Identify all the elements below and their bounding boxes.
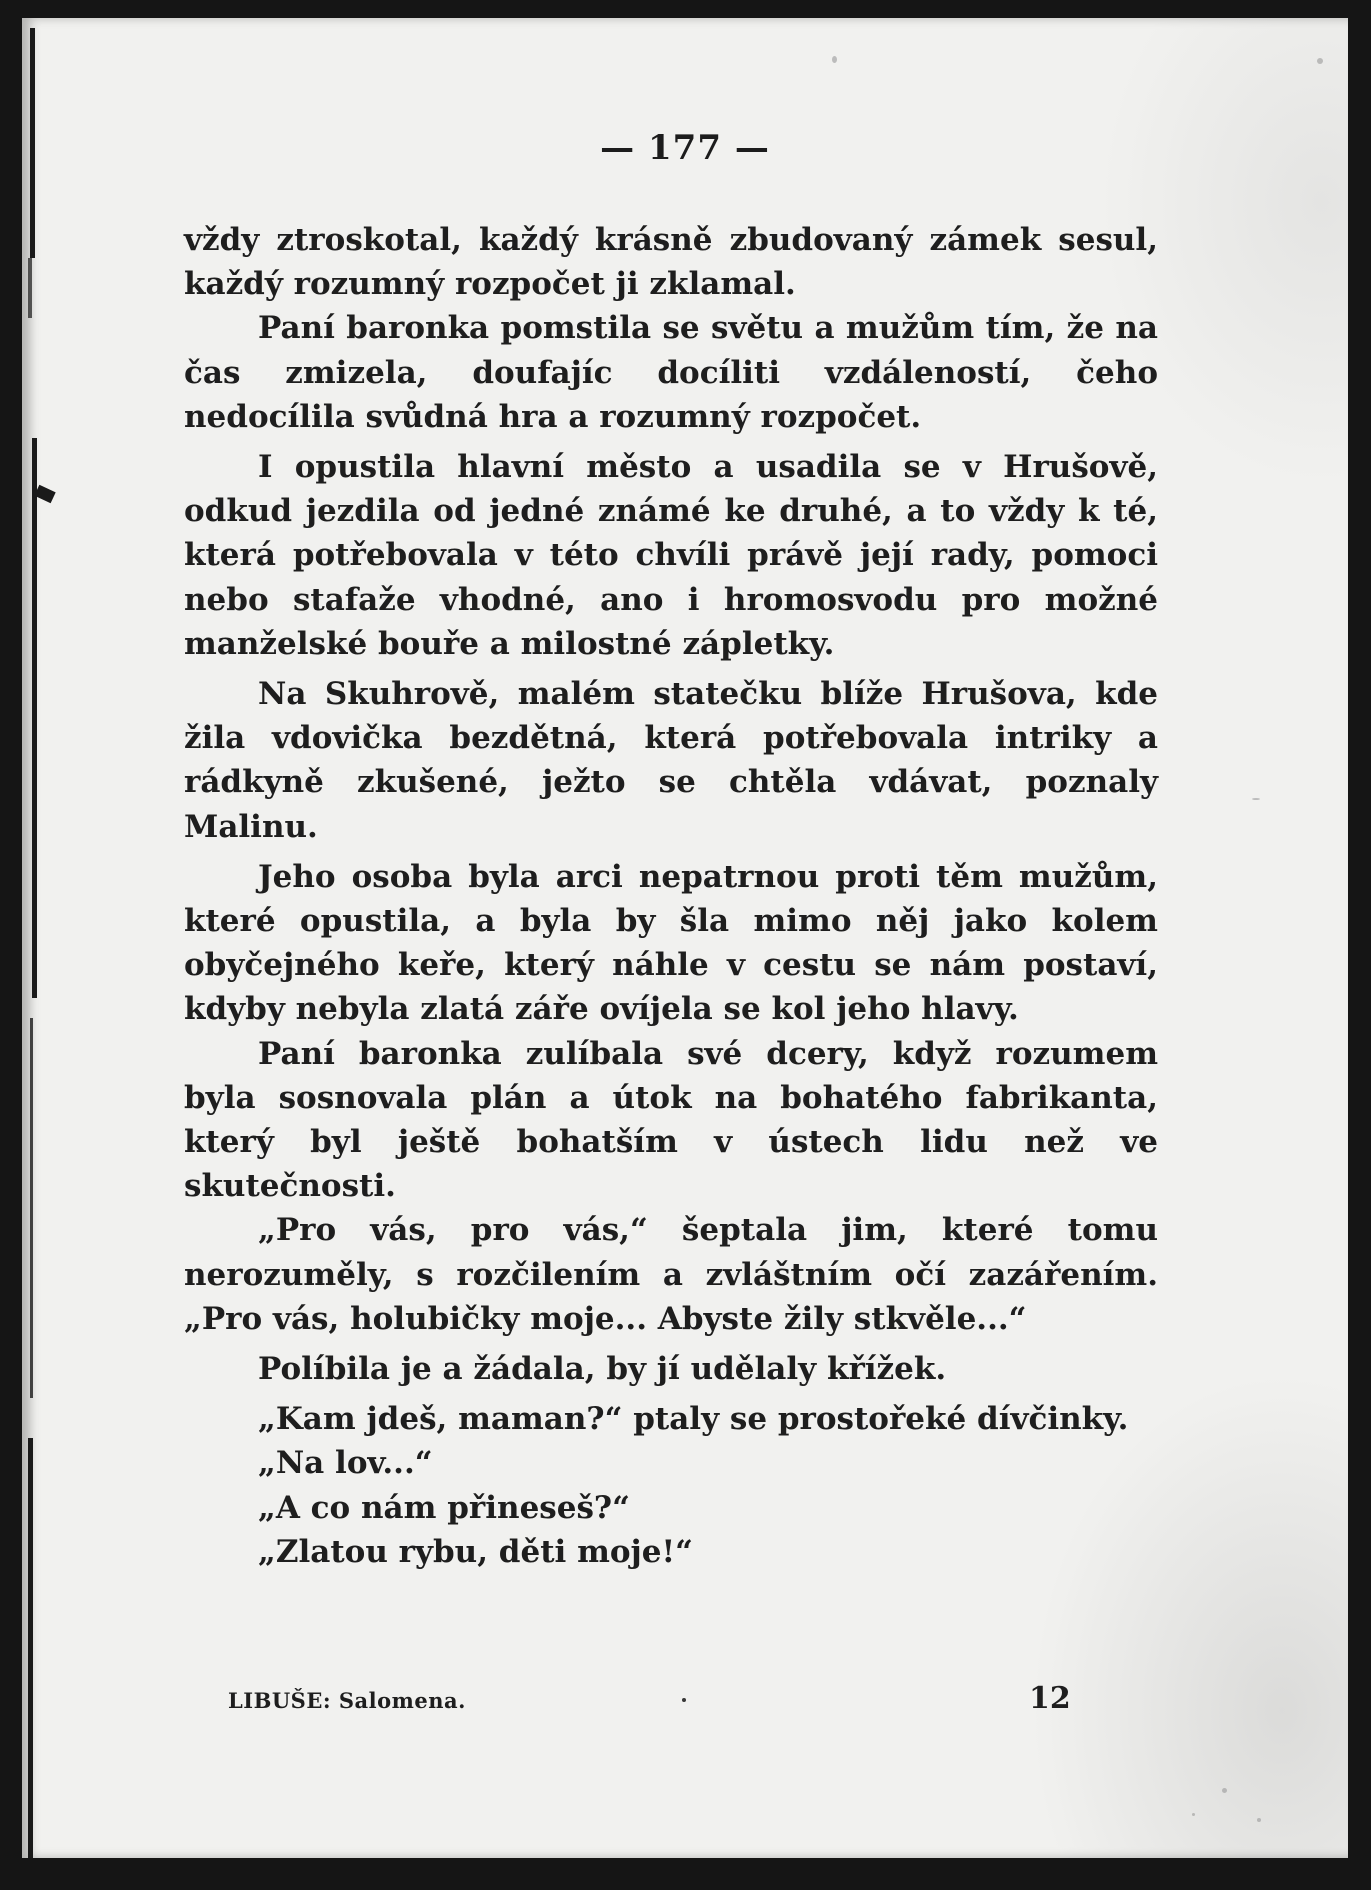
paragraph: Políbila je a žádala, by jí udělaly křížek. — [258, 1351, 947, 1388]
binding-edge-mark — [28, 258, 32, 318]
page-number: — 177 — — [600, 128, 770, 168]
paper-speck — [682, 1698, 686, 1702]
paragraph: „Pro vás, pro vás,“ šeptala jim, které tomu nerozuměly, s rozčilením a zvláštním očí zazářením. „Pro vás, holubičky moje... Abyste žily stkvěle...“ — [184, 1212, 1158, 1337]
paragraph: Na Skuhrově, malém statečku blíže Hrušova, kde žila vdovička bezdětná, která potřebovala intriky a rádkyně zkušené, ježto se chtěla vdávat, poznaly Malinu. — [184, 676, 1158, 845]
binding-edge-mark — [28, 1438, 33, 1858]
sheet-number: 12 — [1029, 1681, 1071, 1716]
paper-speck — [1222, 1788, 1227, 1793]
paragraph: vždy ztroskotal, každý krásně zbudovaný zámek sesul, každý rozumný rozpočet ji zklamal. — [184, 222, 1158, 303]
paragraph: Jeho osoba byla arci nepatrnou proti těm mužům, které opustila, a byla by šla mimo něj jako kolem obyčejného keře, který náhle v cestu se nám postaví, kdyby nebyla zlatá záře ovíjela se kol jeho hlavy. — [184, 858, 1158, 1028]
paragraph: „Na lov...“ — [258, 1445, 433, 1482]
binding-edge-mark — [32, 438, 37, 998]
body-text — [184, 218, 1158, 1574]
paragraph: „A co nám přineseš?“ — [258, 1489, 630, 1526]
paragraph: Paní baronka pomstila se světu a mužům tím, že na čas zmizela, doufajíc docíliti vzdáleností, čeho nedocílila svůdná hra a rozumný rozpočet. — [184, 310, 1158, 435]
paper-speck — [1192, 1813, 1195, 1816]
footer-signature: LIBUŠE: Salomena. — [228, 1688, 466, 1713]
paper-speck — [1257, 1818, 1261, 1822]
paper-speck — [832, 56, 837, 63]
paragraph: Paní baronka zulíbala své dcery, když rozumem byla sosnovala plán a útok na bohatého fabrikanta, který byl ještě bohatším v ústech lidu než ve skutečnosti. — [184, 1035, 1158, 1205]
paragraph: „Zlatou rybu, děti moje!“ — [258, 1533, 693, 1570]
book-page — [22, 18, 1348, 1858]
paper-speck — [1317, 58, 1323, 64]
binding-edge-mark — [30, 1018, 33, 1398]
paper-speck — [1252, 798, 1260, 800]
paragraph: I opustila hlavní město a usadila se v Hrušově, odkud jezdila od jedné známé ke druhé, a to vždy k té, která potřebovala v této chvíli právě její rady, pomoci nebo stafaže vhodné, ano i hromosvodu pro možné manželské bouře a milostné zápletky. — [184, 449, 1158, 662]
paragraph: „Kam jdeš, maman?“ ptaly se prostořeké dívčinky. — [258, 1401, 1129, 1438]
binding-edge-mark — [34, 485, 55, 503]
